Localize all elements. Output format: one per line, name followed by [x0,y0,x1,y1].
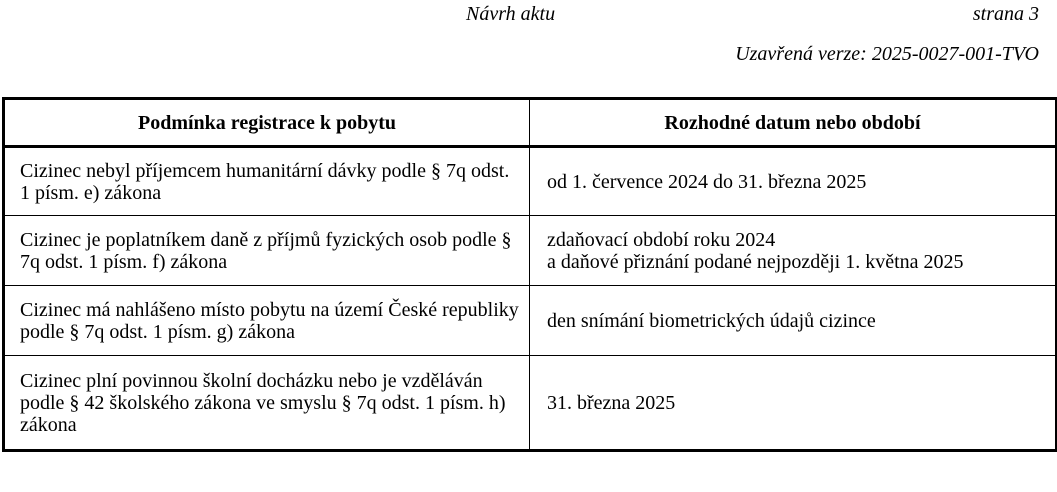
condition-cell: Cizinec má nahlášeno místo pobytu na území České republiky podle § 7q odst. 1 písm. g) zákona [4,286,530,356]
date-line: den snímání biometrických údajů cizince [547,309,876,332]
document-title: Návrh aktu [466,3,556,25]
date-cell [530,216,1057,286]
date-line: a daňové přiznání podané nejpozději 1. května 2025 [547,250,964,273]
date-line: 31. března 2025 [547,391,676,414]
column-header-date: Rozhodné datum nebo období [530,99,1057,147]
date-line: zdaňovací období roku 2024 [547,228,776,251]
condition-cell: Cizinec plní povinnou školní docházku nebo je vzděláván podle § 42 školského zákona ve smyslu § 7q odst. 1 písm. h) zákona [4,356,530,451]
table-row [4,286,1057,356]
date-cell [530,286,1057,356]
table-header-row [4,99,1057,147]
table-row [4,147,1057,216]
table-row [4,216,1057,286]
condition-cell: Cizinec je poplatníkem daně z příjmů fyzických osob podle § 7q odst. 1 písm. f) zákona [4,216,530,286]
column-header-condition: Podmínka registrace k pobytu [4,99,530,147]
page-number: strana 3 [972,3,1039,25]
date-cell [530,147,1057,216]
registration-conditions-table [2,97,1057,452]
table-row [4,356,1057,451]
date-cell [530,356,1057,451]
condition-cell: Cizinec nebyl příjemcem humanitární dávky podle § 7q odst. 1 písm. e) zákona [4,147,530,216]
version-label: Uzavřená verze: 2025-0027-001-TVO [735,43,1039,65]
date-line: od 1. července 2024 do 31. března 2025 [547,170,867,193]
